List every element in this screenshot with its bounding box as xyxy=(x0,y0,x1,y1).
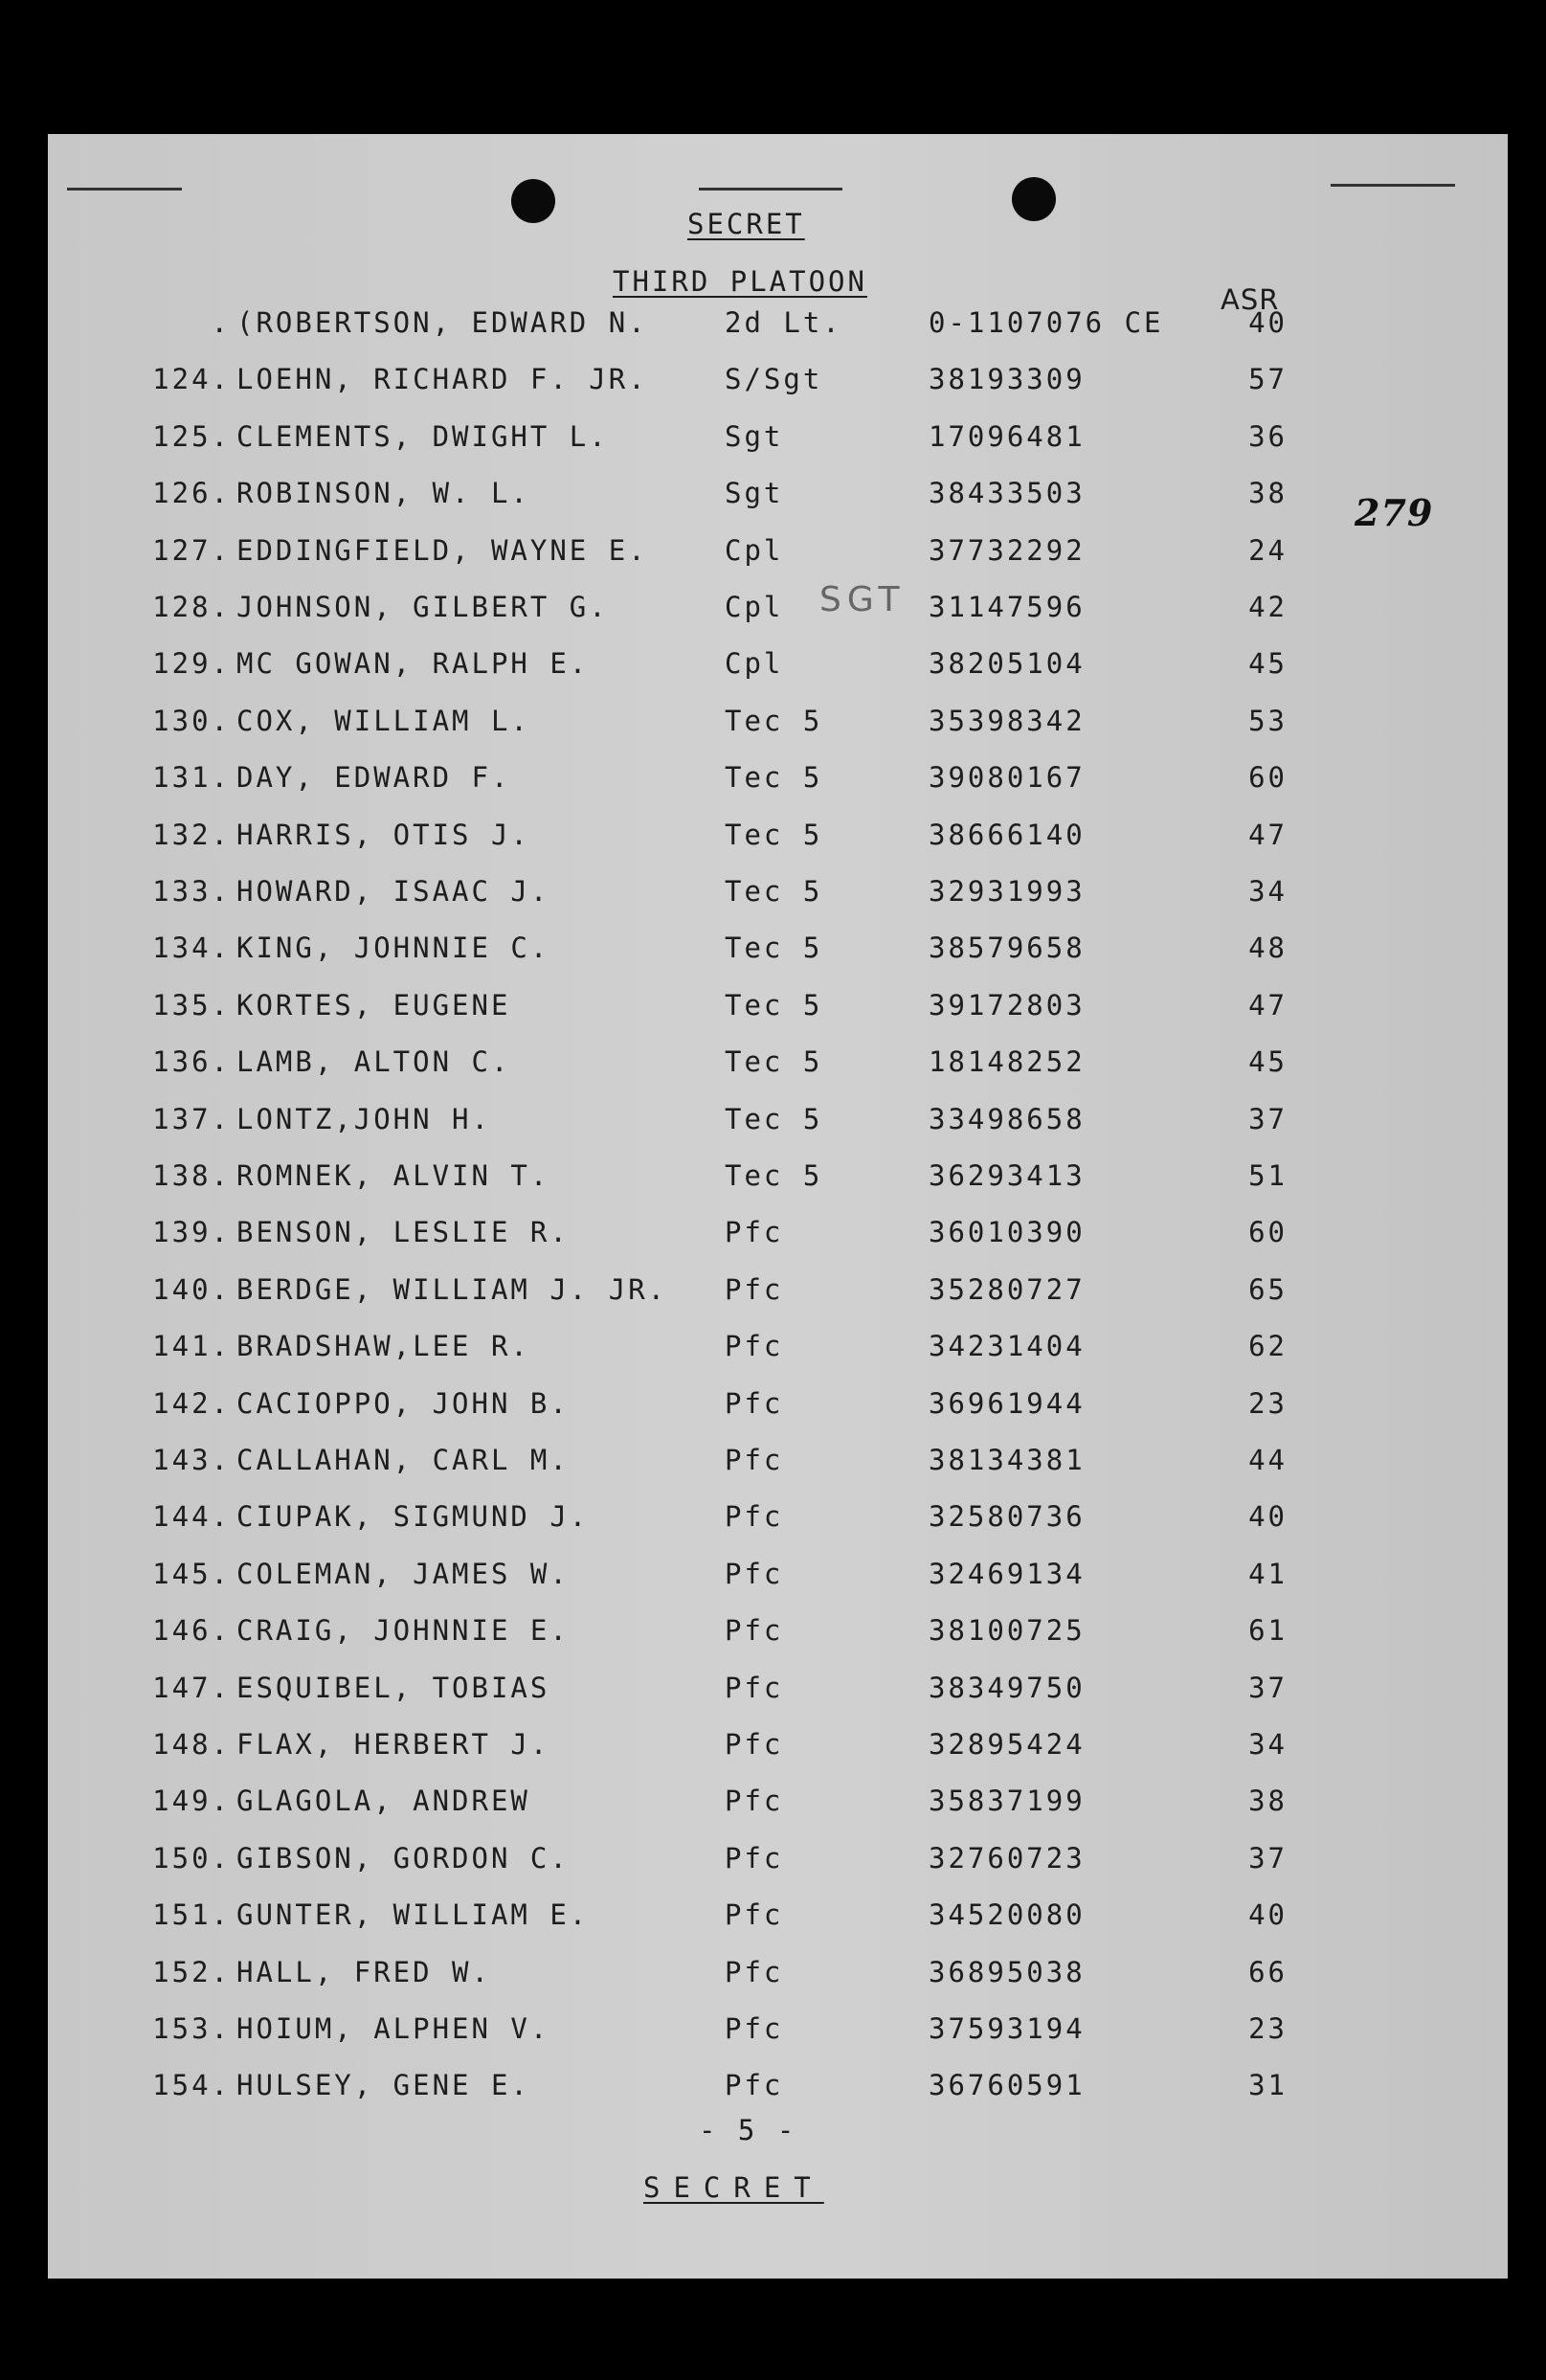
rank: Pfc xyxy=(725,1386,784,1420)
table-row xyxy=(48,2069,1508,2107)
asr-score: 45 xyxy=(1248,1045,1288,1079)
row-number: 132. xyxy=(152,818,231,851)
table-row xyxy=(48,1672,1508,1710)
serial-number: 34231404 xyxy=(929,1330,1086,1363)
row-number: 133. xyxy=(152,875,231,908)
soldier-name: BERDGE, WILLIAM J. JR. xyxy=(236,1272,668,1306)
table-row xyxy=(48,306,1508,345)
row-number: 140. xyxy=(152,1272,231,1306)
table-row xyxy=(48,1330,1508,1368)
rank: Cpl xyxy=(725,647,784,681)
serial-number: 37593194 xyxy=(929,2012,1086,2045)
rank: Pfc xyxy=(725,1785,784,1818)
asr-score: 48 xyxy=(1248,932,1288,965)
rank: Tec 5 xyxy=(725,988,823,1022)
rank: Tec 5 xyxy=(725,1159,823,1192)
table-row xyxy=(48,1103,1508,1141)
asr-score: 44 xyxy=(1248,1444,1288,1476)
asr-score: 37 xyxy=(1248,1671,1288,1704)
classification-bottom: SECRET xyxy=(643,2171,824,2204)
table-row xyxy=(48,1898,1508,1937)
rank: Cpl xyxy=(725,591,784,623)
row-number: 127. xyxy=(152,533,231,567)
soldier-name: HALL, FRED W. xyxy=(236,1955,491,1988)
asr-score: 37 xyxy=(1248,1841,1288,1875)
row-number: . xyxy=(211,306,231,339)
table-row xyxy=(48,932,1508,970)
rank: Pfc xyxy=(725,1557,784,1590)
row-number: 154. xyxy=(152,2069,231,2102)
serial-number: 32760723 xyxy=(929,1841,1086,1875)
serial-number: 33498658 xyxy=(929,1102,1086,1135)
rank: Sgt xyxy=(725,477,784,510)
row-number: 146. xyxy=(152,1614,231,1648)
row-number: 130. xyxy=(152,704,231,737)
row-number: 126. xyxy=(152,477,231,510)
row-number: 124. xyxy=(152,363,231,396)
row-number: 138. xyxy=(152,1159,231,1192)
rank: Pfc xyxy=(725,1671,784,1704)
asr-score: 42 xyxy=(1248,591,1288,623)
table-row xyxy=(48,819,1508,857)
table-row xyxy=(48,1216,1508,1254)
row-number: 150. xyxy=(152,1841,231,1875)
table-row xyxy=(48,1159,1508,1198)
soldier-name: KORTES, EUGENE xyxy=(236,988,511,1022)
asr-score: 57 xyxy=(1248,363,1288,396)
row-number: 125. xyxy=(152,419,231,453)
table-row xyxy=(48,2012,1508,2051)
rank: Pfc xyxy=(725,1728,784,1761)
handwritten-note: SGT xyxy=(819,580,906,619)
soldier-name: BENSON, LESLIE R. xyxy=(236,1216,570,1249)
asr-score: 60 xyxy=(1248,761,1288,795)
rank: Tec 5 xyxy=(725,932,823,965)
rank: Pfc xyxy=(725,1841,784,1875)
rank: Pfc xyxy=(725,1330,784,1363)
soldier-name: LOEHN, RICHARD F. JR. xyxy=(236,363,648,396)
table-row xyxy=(48,1614,1508,1652)
table-row xyxy=(48,591,1508,629)
table-row xyxy=(48,1728,1508,1766)
asr-score: 47 xyxy=(1248,988,1288,1022)
serial-number: 39080167 xyxy=(929,761,1086,795)
asr-score: 51 xyxy=(1248,1159,1288,1192)
serial-number: 32895424 xyxy=(929,1728,1086,1761)
asr-score: 66 xyxy=(1248,1955,1288,1988)
soldier-name: ROBINSON, W. L. xyxy=(236,477,530,510)
serial-number: 38205104 xyxy=(929,647,1086,681)
row-number: 149. xyxy=(152,1785,231,1818)
soldier-name: ROMNEK, ALVIN T. xyxy=(236,1159,550,1192)
rank: Tec 5 xyxy=(725,818,823,851)
soldier-name: HULSEY, GENE E. xyxy=(236,2069,530,2102)
serial-number: 38666140 xyxy=(929,818,1086,851)
asr-score: 23 xyxy=(1248,1386,1288,1420)
soldier-name: KING, JOHNNIE C. xyxy=(236,932,550,965)
table-row xyxy=(48,363,1508,401)
soldier-name: GIBSON, GORDON C. xyxy=(236,1841,570,1875)
row-number: 153. xyxy=(152,2012,231,2045)
soldier-name: CACIOPPO, JOHN B. xyxy=(236,1386,570,1420)
serial-number: 38100725 xyxy=(929,1614,1086,1648)
asr-score: 47 xyxy=(1248,818,1288,851)
row-number: 147. xyxy=(152,1671,231,1704)
soldier-name: BRADSHAW,LEE R. xyxy=(236,1330,530,1363)
soldier-name: CIUPAK, SIGMUND J. xyxy=(236,1500,590,1534)
rank: Pfc xyxy=(725,2012,784,2045)
row-number: 142. xyxy=(152,1386,231,1420)
serial-number: 38193309 xyxy=(929,363,1086,396)
row-number: 143. xyxy=(152,1444,231,1476)
asr-score: 65 xyxy=(1248,1272,1288,1306)
row-number: 134. xyxy=(152,932,231,965)
soldier-name: JOHNSON, GILBERT G. xyxy=(236,591,609,623)
soldier-name: EDDINGFIELD, WAYNE E. xyxy=(236,533,648,567)
serial-number: 31147596 xyxy=(929,591,1086,623)
soldier-name: (ROBERTSON, EDWARD N. xyxy=(236,306,648,339)
table-row xyxy=(48,875,1508,913)
soldier-name: CRAIG, JOHNNIE E. xyxy=(236,1614,570,1648)
table-row xyxy=(48,1785,1508,1823)
page-number: - 5 - xyxy=(699,2114,797,2146)
asr-score: 61 xyxy=(1248,1614,1288,1648)
punch-hole-left xyxy=(511,179,555,223)
row-number: 135. xyxy=(152,988,231,1022)
classification-top: SECRET xyxy=(687,208,805,240)
row-number: 144. xyxy=(152,1500,231,1534)
soldier-name: CLEMENTS, DWIGHT L. xyxy=(236,419,609,453)
serial-number: 0-1107076 CE xyxy=(929,306,1164,339)
serial-number: 38433503 xyxy=(929,477,1086,510)
row-number: 152. xyxy=(152,1955,231,1988)
soldier-name: CALLAHAN, CARL M. xyxy=(236,1444,570,1476)
serial-number: 36010390 xyxy=(929,1216,1086,1249)
row-number: 148. xyxy=(152,1728,231,1761)
serial-number: 36760591 xyxy=(929,2069,1086,2102)
table-row xyxy=(48,420,1508,459)
punch-hole-right xyxy=(1012,177,1056,221)
row-number: 151. xyxy=(152,1898,231,1932)
document-page xyxy=(48,134,1508,2279)
asr-score: 38 xyxy=(1248,1785,1288,1818)
top-edge-mark-center xyxy=(699,188,842,191)
row-number: 128. xyxy=(152,591,231,623)
serial-number: 39172803 xyxy=(929,988,1086,1022)
serial-number: 32580736 xyxy=(929,1500,1086,1534)
soldier-name: HARRIS, OTIS J. xyxy=(236,818,530,851)
asr-score: 23 xyxy=(1248,2012,1288,2045)
asr-column-header: ASR xyxy=(1221,283,1280,316)
table-row xyxy=(48,1444,1508,1482)
table-row xyxy=(48,705,1508,743)
rank: Pfc xyxy=(725,1272,784,1306)
serial-number: 35398342 xyxy=(929,704,1086,737)
serial-number: 35837199 xyxy=(929,1785,1086,1818)
soldier-name: ESQUIBEL, TOBIAS xyxy=(236,1671,550,1704)
asr-score: 38 xyxy=(1248,477,1288,510)
table-row xyxy=(48,1956,1508,1994)
table-row xyxy=(48,1500,1508,1538)
asr-score: 34 xyxy=(1248,1728,1288,1761)
top-edge-mark-right xyxy=(1331,184,1455,187)
rank: Tec 5 xyxy=(725,1102,823,1135)
asr-score: 40 xyxy=(1248,1898,1288,1932)
soldier-name: GLAGOLA, ANDREW xyxy=(236,1785,530,1818)
serial-number: 18148252 xyxy=(929,1045,1086,1079)
serial-number: 38134381 xyxy=(929,1444,1086,1476)
rank: 2d Lt. xyxy=(725,306,842,339)
serial-number: 17096481 xyxy=(929,419,1086,453)
row-number: 145. xyxy=(152,1557,231,1590)
serial-number: 38579658 xyxy=(929,932,1086,965)
table-row xyxy=(48,1387,1508,1426)
top-edge-mark-left xyxy=(67,188,182,191)
soldier-name: LAMB, ALTON C. xyxy=(236,1045,511,1079)
rank: Sgt xyxy=(725,419,784,453)
rank: Pfc xyxy=(725,1898,784,1932)
soldier-name: LONTZ,JOHN H. xyxy=(236,1102,491,1135)
asr-score: 36 xyxy=(1248,419,1288,453)
row-number: 139. xyxy=(152,1216,231,1249)
table-row xyxy=(48,647,1508,685)
serial-number: 38349750 xyxy=(929,1671,1086,1704)
rank: Tec 5 xyxy=(725,1045,823,1079)
serial-number: 32469134 xyxy=(929,1557,1086,1590)
section-title: THIRD PLATOON xyxy=(613,265,867,298)
rank: Pfc xyxy=(725,1216,784,1249)
rank: Pfc xyxy=(725,1955,784,1988)
asr-score: 37 xyxy=(1248,1102,1288,1135)
serial-number: 36961944 xyxy=(929,1386,1086,1420)
soldier-name: HOWARD, ISAAC J. xyxy=(236,875,550,908)
table-row xyxy=(48,477,1508,515)
serial-number: 36895038 xyxy=(929,1955,1086,1988)
asr-score: 40 xyxy=(1248,306,1288,339)
serial-number: 32931993 xyxy=(929,875,1086,908)
asr-score: 41 xyxy=(1248,1557,1288,1590)
serial-number: 37732292 xyxy=(929,533,1086,567)
row-number: 131. xyxy=(152,761,231,795)
table-row xyxy=(48,1842,1508,1880)
rank: Tec 5 xyxy=(725,761,823,795)
table-row xyxy=(48,534,1508,573)
table-row xyxy=(48,1273,1508,1312)
rank: Cpl xyxy=(725,533,784,567)
soldier-name: MC GOWAN, RALPH E. xyxy=(236,647,590,681)
asr-score: 40 xyxy=(1248,1500,1288,1534)
soldier-name: COX, WILLIAM L. xyxy=(236,704,530,737)
row-number: 137. xyxy=(152,1102,231,1135)
asr-score: 34 xyxy=(1248,875,1288,908)
rank: Pfc xyxy=(725,1614,784,1648)
serial-number: 36293413 xyxy=(929,1159,1086,1192)
row-number: 136. xyxy=(152,1045,231,1079)
asr-score: 31 xyxy=(1248,2069,1288,2102)
serial-number: 34520080 xyxy=(929,1898,1086,1932)
rank: Tec 5 xyxy=(725,875,823,908)
row-number: 141. xyxy=(152,1330,231,1363)
asr-score: 62 xyxy=(1248,1330,1288,1363)
soldier-name: DAY, EDWARD F. xyxy=(236,761,511,795)
asr-score: 60 xyxy=(1248,1216,1288,1249)
soldier-name: COLEMAN, JAMES W. xyxy=(236,1557,570,1590)
table-row xyxy=(48,989,1508,1027)
table-row xyxy=(48,761,1508,799)
asr-score: 24 xyxy=(1248,533,1288,567)
table-row xyxy=(48,1558,1508,1596)
page-stamp: 279 xyxy=(1355,491,1434,534)
table-row xyxy=(48,1045,1508,1084)
serial-number: 35280727 xyxy=(929,1272,1086,1306)
soldier-name: GUNTER, WILLIAM E. xyxy=(236,1898,590,1932)
asr-score: 53 xyxy=(1248,704,1288,737)
rank: Tec 5 xyxy=(725,704,823,737)
row-number: 129. xyxy=(152,647,231,681)
soldier-name: FLAX, HERBERT J. xyxy=(236,1728,550,1761)
rank: Pfc xyxy=(725,1500,784,1534)
rank: Pfc xyxy=(725,1444,784,1476)
rank: Pfc xyxy=(725,2069,784,2102)
soldier-name: HOIUM, ALPHEN V. xyxy=(236,2012,550,2045)
asr-score: 45 xyxy=(1248,647,1288,681)
rank: S/Sgt xyxy=(725,363,823,396)
